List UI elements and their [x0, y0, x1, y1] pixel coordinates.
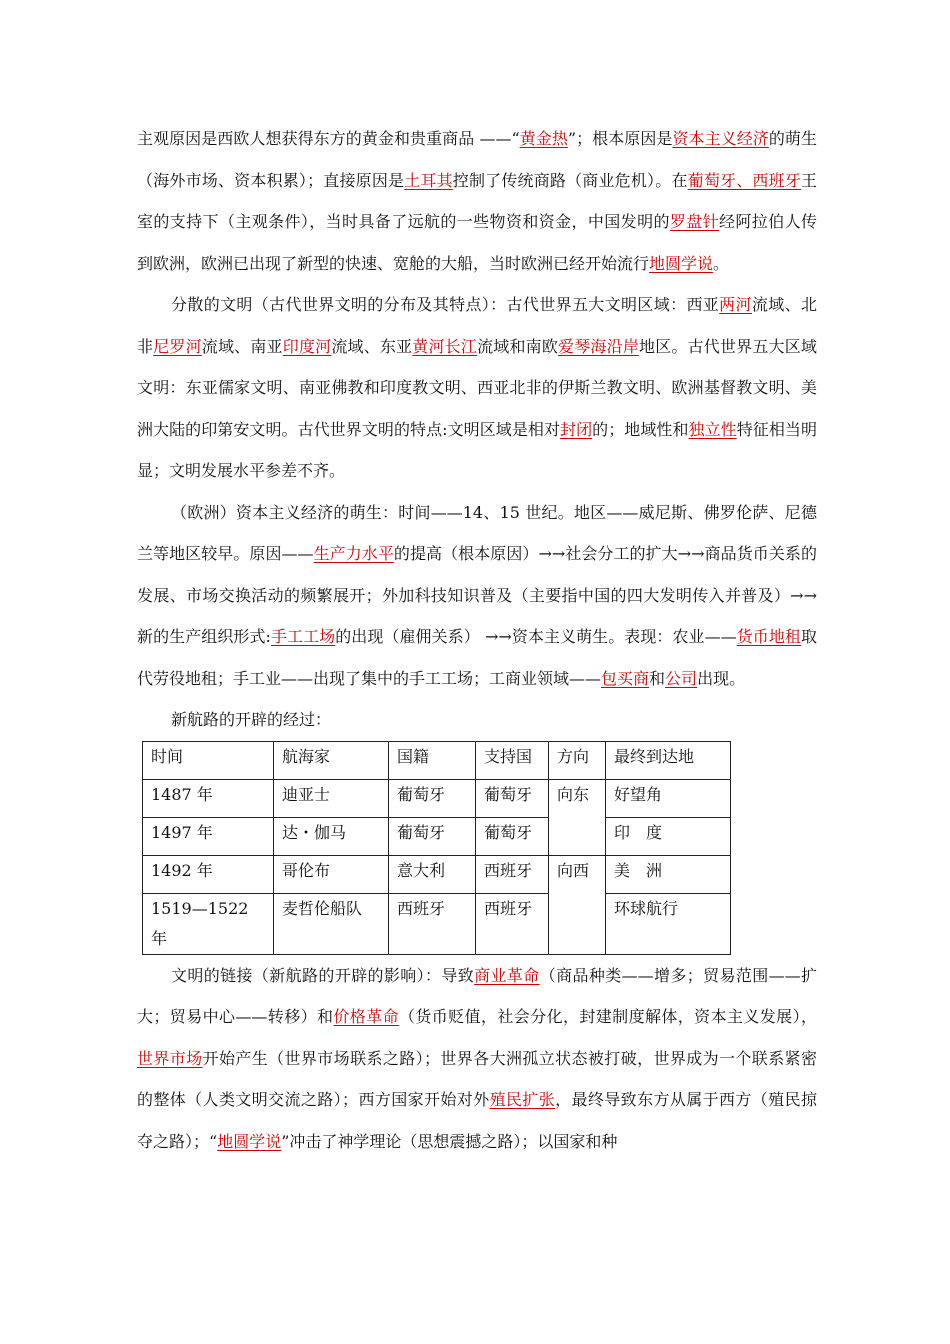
keyword-blank: 货币地租 — [736, 627, 801, 646]
table-cell: 意大利 — [389, 855, 476, 893]
keyword-blank: 爱琴海沿岸 — [558, 336, 640, 356]
table-cell: 葡萄牙 — [476, 817, 549, 855]
table-cell: 哥伦布 — [274, 855, 389, 893]
text: 控制了传统商路（商业危机）。在 — [452, 170, 688, 190]
table-cell: 1519—1522 年 — [143, 893, 274, 954]
keyword-blank: 两河 — [719, 295, 752, 314]
table-cell: 麦哲伦船队 — [274, 893, 389, 954]
text: 地区。古代世界五大区域文明：东亚儒家文明、南亚佛教和印度教文明、西亚北非的伊斯兰教文明、欧洲基督教文明、美洲大陆的印第安文明。古代世界文明的特点:文明区域是相对 — [137, 336, 817, 439]
text: 王室的支持下（主观条件），当时具备了远航的一些物资和资金，中国发明的 — [137, 170, 817, 231]
table-header-row — [143, 741, 731, 779]
header-cell: 方向 — [549, 741, 606, 779]
text: ”；根本原因是 — [567, 129, 673, 148]
text: 。 — [713, 253, 730, 273]
keyword-blank: 公司 — [665, 668, 698, 688]
text: 的提高（根本原因）→→社会分工的扩大→→商品货币关系的发展、市场交换活动的频繁展开；外加科技知识普及（主要指中国的四大发明传入并普及）→→新的生产组织形式: — [137, 544, 817, 646]
keyword-blank: 手工工场 — [270, 627, 336, 646]
text: 出现。 — [697, 668, 746, 688]
table-cell: 向西 — [549, 855, 606, 954]
table-cell: 向东 — [549, 779, 606, 855]
keyword-blank: 葡萄牙、西班牙 — [687, 170, 801, 190]
text: ，最终导致东方从属于西方（殖民掠夺之路）；“ — [137, 1090, 817, 1151]
text: 流域和南欧 — [477, 336, 559, 356]
keyword-blank: 尼罗河 — [153, 336, 202, 356]
keyword-blank: 资本主义经济 — [672, 129, 769, 148]
header-cell: 航海家 — [274, 741, 389, 779]
keyword-blank: 印度河 — [282, 336, 332, 356]
text: 流域、北非 — [137, 295, 817, 356]
table-cell: 葡萄牙 — [389, 779, 476, 817]
table-cell: 环球航行 — [606, 893, 731, 954]
header-cell: 国籍 — [389, 741, 476, 779]
text: 流域、东亚 — [331, 336, 413, 356]
text: （商品种类——增多；贸易范围——扩大；贸易中心——转移）和 — [137, 965, 817, 1026]
keyword-blank: 生产力水平 — [313, 544, 394, 563]
header-cell: 时间 — [143, 741, 274, 779]
text: 的萌生（海外市场、资本积累）；直接原因是 — [137, 129, 817, 190]
keyword-blank: 黄金热 — [519, 129, 568, 148]
keyword-blank: 商业革命 — [474, 965, 540, 985]
table-cell: 达・伽马 — [274, 817, 389, 855]
voyages-table — [142, 741, 731, 955]
text: （货币贬值，社会分化，封建制度解体，资本主义发展）， — [399, 1007, 817, 1026]
keyword-blank: 包买商 — [601, 668, 650, 688]
table-cell: 葡萄牙 — [389, 817, 476, 855]
text: 分散的文明（古代世界文明的分布及其特点）：古代世界五大文明区域：西亚 — [171, 295, 720, 314]
text: 主观原因是西欧人想获得东方的黄金和贵重商品 ——“ — [137, 129, 520, 148]
table-row — [143, 817, 731, 855]
text: 经阿拉伯人传到欧洲，欧洲已出现了新型的快速、宽舱的大船，当时欧洲已经开始流行 — [137, 212, 817, 273]
table-cell: 好望角 — [606, 779, 731, 817]
table-row — [143, 779, 731, 817]
text: ”冲击了神学理论（思想震撼之路）；以国家和种 — [281, 1131, 618, 1151]
keyword-blank: 黄河长江 — [412, 336, 478, 356]
text: 取代劳役地租；手工业——出现了集中的手工工场；工商业领域—— — [137, 627, 817, 688]
keyword-blank: 价格革命 — [333, 1007, 399, 1026]
text: 的；地域性和 — [592, 419, 689, 439]
keyword-blank: 封闭 — [560, 419, 593, 439]
paragraph-impact — [137, 955, 817, 1163]
keyword-blank: 殖民扩张 — [489, 1090, 556, 1109]
header-cell: 支持国 — [476, 741, 549, 779]
keyword-blank: 地圆学说 — [217, 1131, 282, 1151]
table-caption: 新航路的开辟的经过： — [171, 710, 332, 729]
keyword-blank: 罗盘针 — [669, 212, 720, 231]
keyword-blank: 地圆学说 — [649, 253, 714, 273]
table-cell: 1497 年 — [143, 817, 274, 855]
keyword-blank: 世界市场 — [137, 1048, 203, 1068]
table-cell: 1492 年 — [143, 855, 274, 893]
table-cell: 西班牙 — [389, 893, 476, 954]
text: 文明的链接（新航路的开辟的影响）：导致 — [171, 965, 475, 985]
table-cell: 印 度 — [606, 817, 731, 855]
paragraph-capitalism — [137, 492, 817, 700]
table-cell: 迪亚士 — [274, 779, 389, 817]
text: 特征相当明显；文明发展水平参差不齐。 — [137, 419, 817, 480]
table-cell: 1487 年 — [143, 779, 274, 817]
table-cell: 葡萄牙 — [476, 779, 549, 817]
keyword-blank: 独立性 — [688, 419, 737, 439]
paragraph-causes — [137, 118, 817, 284]
table-cell: 西班牙 — [476, 893, 549, 954]
document-page — [137, 118, 817, 1162]
table-row — [143, 855, 731, 893]
table-cell: 西班牙 — [476, 855, 549, 893]
text: 和 — [649, 668, 666, 688]
paragraph-civilizations — [137, 284, 817, 492]
header-cell: 最终到达地 — [606, 741, 731, 779]
table-row — [143, 893, 731, 954]
table-cell: 美 洲 — [606, 855, 731, 893]
text: （欧洲）资本主义经济的萌生：时间——14、15 世纪。地区——威尼斯、佛罗伦萨、尼德兰等地区较早。原因—— — [137, 502, 817, 563]
text: 开始产生（世界市场联系之路）；世界各大洲孤立状态被打破，世界成为一个联系紧密的整体（人类文明交流之路）；西方国家开始对外 — [137, 1048, 817, 1109]
keyword-blank: 土耳其 — [404, 170, 453, 190]
text: 的出现（雇佣关系） →→资本主义萌生。表现：农业—— — [335, 627, 737, 646]
text: 流域、南亚 — [201, 336, 283, 356]
